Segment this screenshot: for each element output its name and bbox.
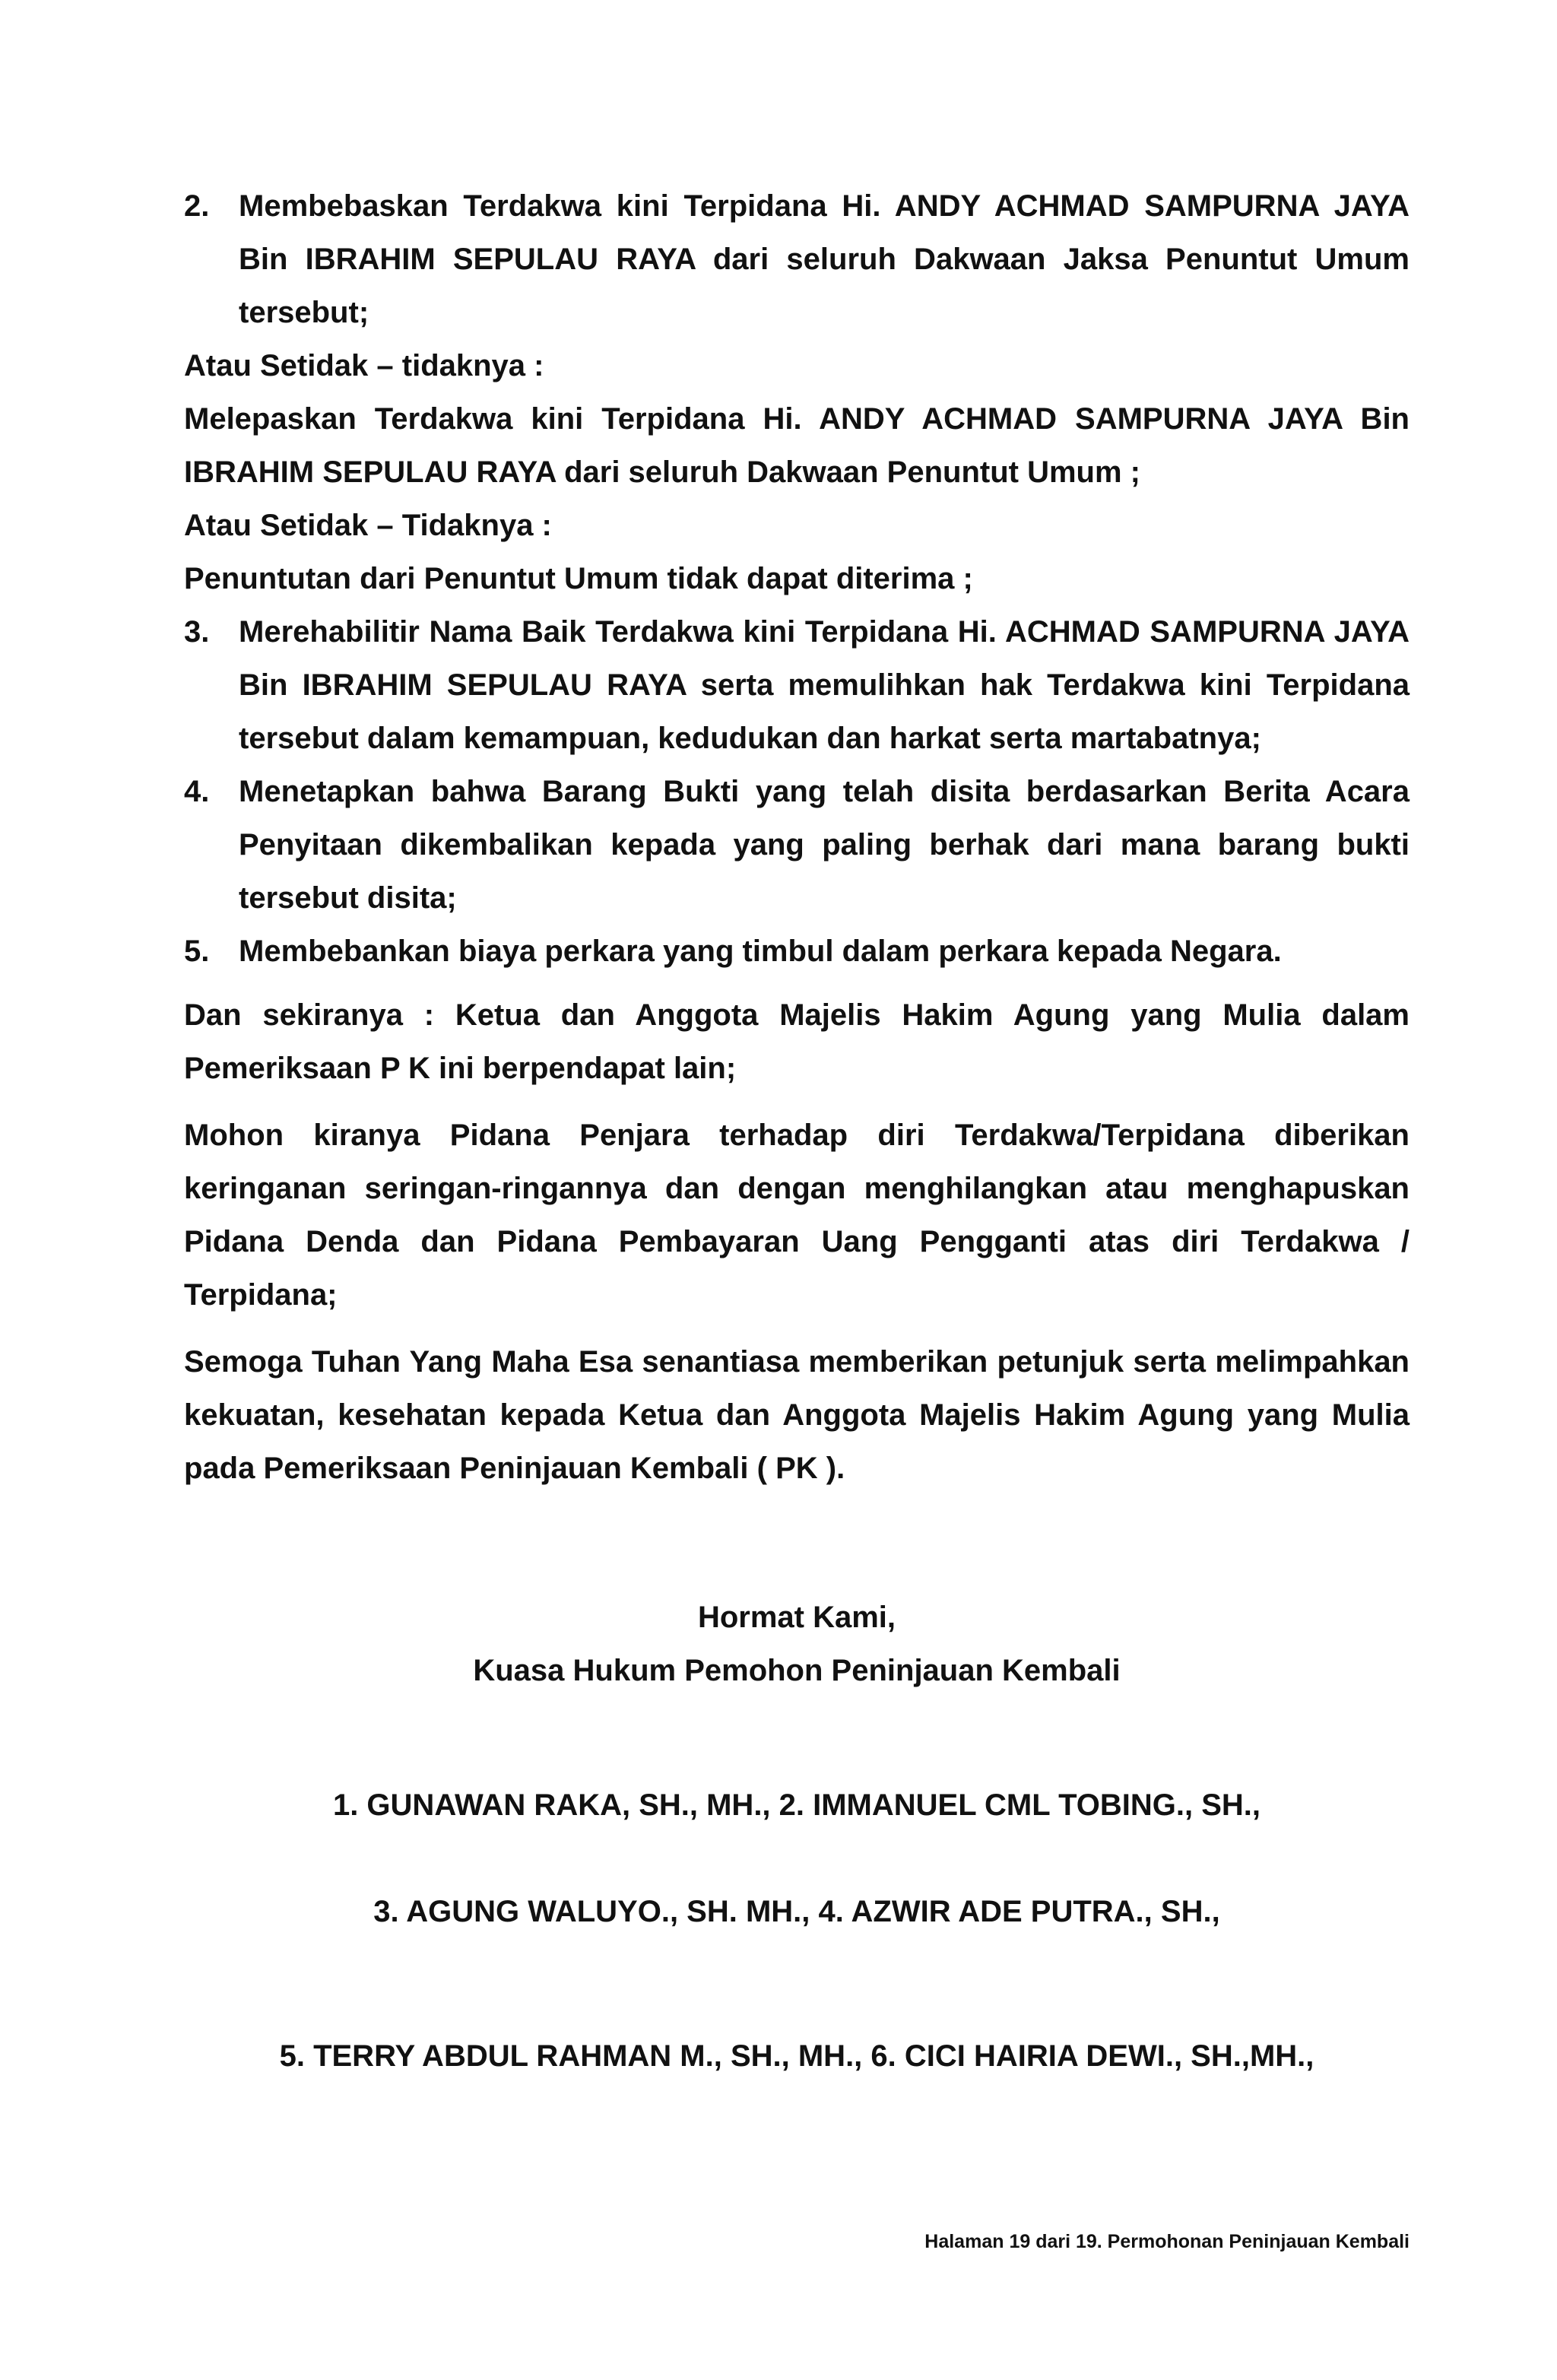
paragraph-leniency-request: Mohon kiranya Pidana Penjara terhadap diri Terdakwa/Terpidana diberikan keringanan seringan-ringannya dan dengan menghilangkan atau menghapuskan Pidana Denda dan Pidana Pembayaran Uang Pengganti atas diri Terdakwa / Terpidana;	[184, 1119, 1410, 1312]
list-item-text: Merehabilitir Nama Baik Terdakwa kini Terpidana Hi. ACHMAD SAMPURNA JAYA Bin IBRAHIM SEPULAU RAYA serta memulihkan hak Terdakwa kini Terpidana tersebut dalam kemampuan, kedudukan dan harkat serta martabatnya;	[239, 615, 1410, 755]
closing-role: Kuasa Hukum Pemohon Peninjauan Kembali	[473, 1654, 1121, 1687]
list-item-text: Membebankan biaya perkara yang timbul dalam perkara kepada Negara.	[239, 935, 1282, 968]
alternative-1-text: Melepaskan Terdakwa kini Terpidana Hi. ANDY ACHMAD SAMPURNA JAYA Bin IBRAHIM SEPULAU RAYA dari seluruh Dakwaan Penuntut Umum ;	[184, 402, 1410, 489]
list-number: 2.	[184, 189, 210, 223]
list-item-4	[184, 765, 1410, 925]
list-number: 3.	[184, 615, 210, 649]
alternative-2-heading: Atau Setidak – Tidaknya :	[184, 509, 552, 542]
alternative-1-heading: Atau Setidak – tidaknya :	[184, 349, 544, 382]
page-footer: Halaman 19 dari 19. Permohonan Peninjauan Kembali	[924, 2231, 1410, 2252]
alternative-2-text: Penuntutan dari Penuntut Umum tidak dapat diterima ;	[184, 562, 973, 595]
list-item-text: Menetapkan bahwa Barang Bukti yang telah disita berdasarkan Berita Acara Penyitaan dikembalikan kepada yang paling berhak dari mana barang bukti tersebut disita;	[239, 775, 1410, 915]
paragraph-blessing: Semoga Tuhan Yang Maha Esa senantiasa memberikan petunjuk serta melimpahkan kekuatan, kesehatan kepada Ketua dan Anggota Majelis Hakim Agung yang Mulia pada Pemeriksaan Peninjauan Kembali ( PK ).	[184, 1345, 1410, 1485]
signatory-line-1: 1. GUNAWAN RAKA, SH., MH., 2. IMMANUEL CML TOBING., SH.,	[332, 1788, 1261, 1822]
list-item-3	[184, 605, 1410, 765]
signatory-line-2: 3. AGUNG WALUYO., SH. MH., 4. AZWIR ADE PUTRA., SH.,	[373, 1895, 1220, 1928]
list-item-5	[184, 925, 1410, 978]
list-number: 5.	[184, 935, 210, 968]
list-item-2	[184, 179, 1410, 339]
list-item-text: Membebaskan Terdakwa kini Terpidana Hi. ANDY ACHMAD SAMPURNA JAYA Bin IBRAHIM SEPULAU RAYA dari seluruh Dakwaan Jaksa Penuntut Umum tersebut;	[239, 189, 1410, 329]
closing-greeting: Hormat Kami,	[697, 1601, 896, 1634]
signatory-line-3: 5. TERRY ABDUL RAHMAN M., SH., MH., 6. CICI HAIRIA DEWI., SH.,MH.,	[279, 2039, 1314, 2073]
list-number: 4.	[184, 775, 210, 808]
paragraph-alternative-opinion: Dan sekiranya : Ketua dan Anggota Majelis Hakim Agung yang Mulia dalam Pemeriksaan P K ini berpendapat lain;	[184, 998, 1410, 1085]
document-body	[184, 179, 1410, 1495]
